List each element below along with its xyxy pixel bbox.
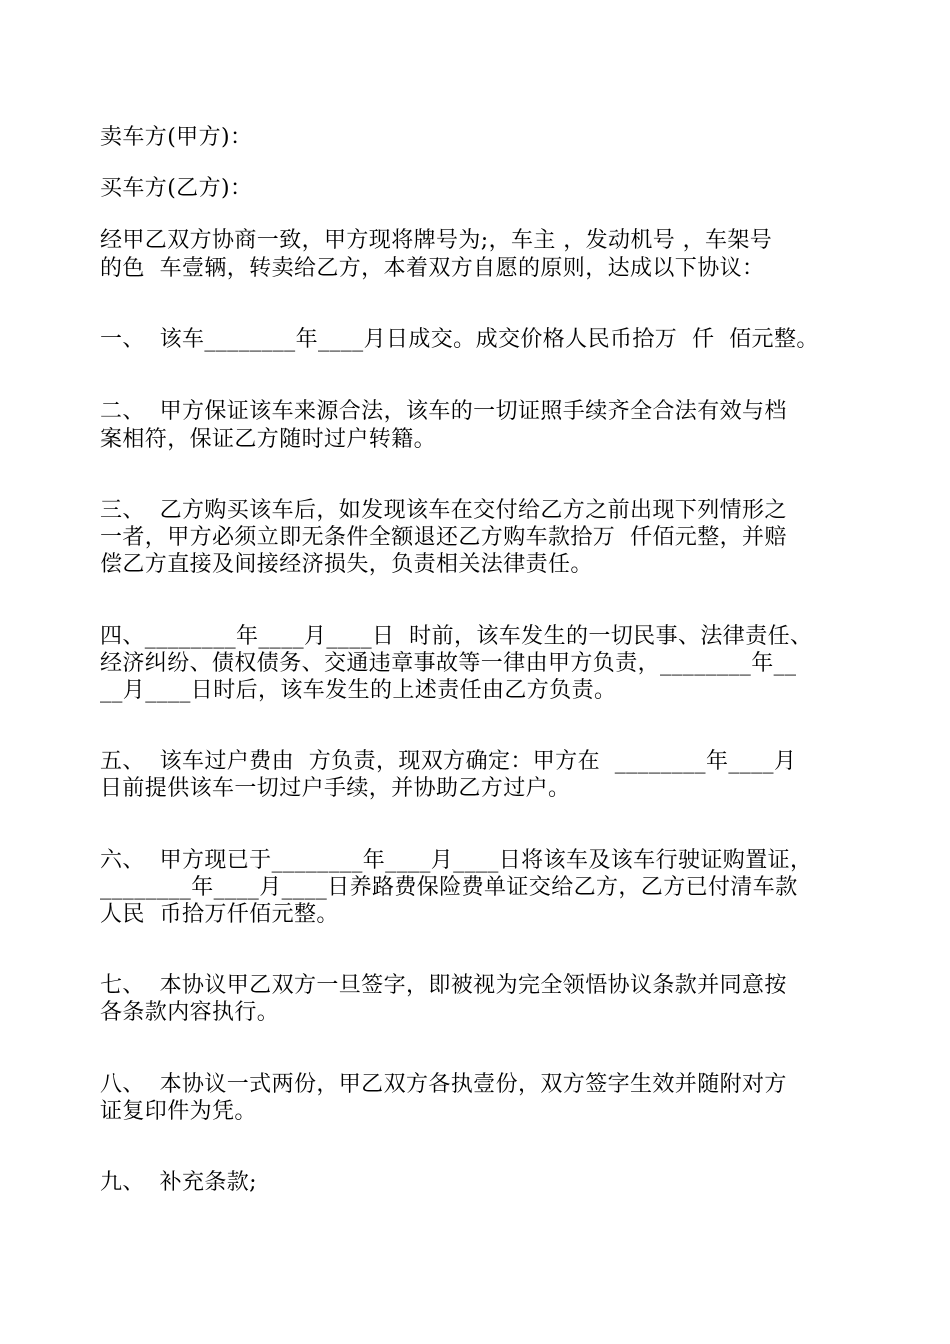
clause-6-line-1: 六、 甲方现已于________年____月____日将该车及该车行驶证购置证， bbox=[100, 848, 813, 873]
clause-5-line-2: 日前提供该车一切过户手续，并协助乙方过户。 bbox=[100, 776, 571, 801]
clause-3-line-1: 三、 乙方购买该车后，如发现该车在交付给乙方之前出现下列情形之 bbox=[100, 498, 787, 523]
clause-6-line-3: 人民 币拾万仟佰元整。 bbox=[100, 902, 339, 927]
clause-7-line-2: 各条款内容执行。 bbox=[100, 1000, 280, 1025]
clause-4-line-2: 经济纠纷、债权债务、交通违章事故等一律由甲方负责，________年__ bbox=[100, 651, 797, 676]
clause-4-line-3: __月____日时后，该车发生的上述责任由乙方负责。 bbox=[100, 678, 617, 703]
clause-8-line-2: 证复印件为凭。 bbox=[100, 1099, 257, 1124]
clause-1-line-1: 一、 该车________年____月日成交。成交价格人民币拾万 仟 佰元整。 bbox=[100, 327, 819, 352]
clause-9-line-1: 九、 补充条款; bbox=[100, 1170, 257, 1195]
clause-4-line-1: 四、________年____月____日 时前，该车发生的一切民事、法律责任、 bbox=[100, 624, 813, 649]
clause-2-line-2: 案相符，保证乙方随时过户转籍。 bbox=[100, 427, 437, 452]
clause-3-line-3: 偿乙方直接及间接经济损失，负责相关法律责任。 bbox=[100, 552, 593, 577]
clause-3-line-2: 一者，甲方必须立即无条件全额退还乙方购车款拾万 仟佰元整，并赔 bbox=[100, 525, 787, 550]
seller-label: 卖车方(甲方)： bbox=[100, 125, 253, 150]
clause-2-line-1: 二、 甲方保证该车来源合法，该车的一切证照手续齐全合法有效与档 bbox=[100, 399, 787, 424]
intro-line-1: 经甲乙双方协商一致，甲方现将牌号为;，车主 ，发动机号 ，车架号 bbox=[100, 228, 773, 253]
clause-7-line-1: 七、 本协议甲乙双方一旦签字，即被视为完全领悟协议条款并同意按 bbox=[100, 973, 787, 998]
clause-8-line-1: 八、 本协议一式两份，甲乙双方各执壹份，双方签字生效并随附对方 bbox=[100, 1072, 787, 1097]
buyer-label: 买车方(乙方)： bbox=[100, 176, 253, 201]
clause-5-line-1: 五、 该车过户费由 方负责，现双方确定：甲方在 ________年____月 bbox=[100, 749, 797, 774]
clause-6-line-2: ________年____月____日养路费保险费单证交给乙方，乙方已付清车款 bbox=[100, 875, 798, 900]
intro-line-2: 的色 车壹辆，转卖给乙方，本着双方自愿的原则，达成以下协议： bbox=[100, 256, 765, 281]
